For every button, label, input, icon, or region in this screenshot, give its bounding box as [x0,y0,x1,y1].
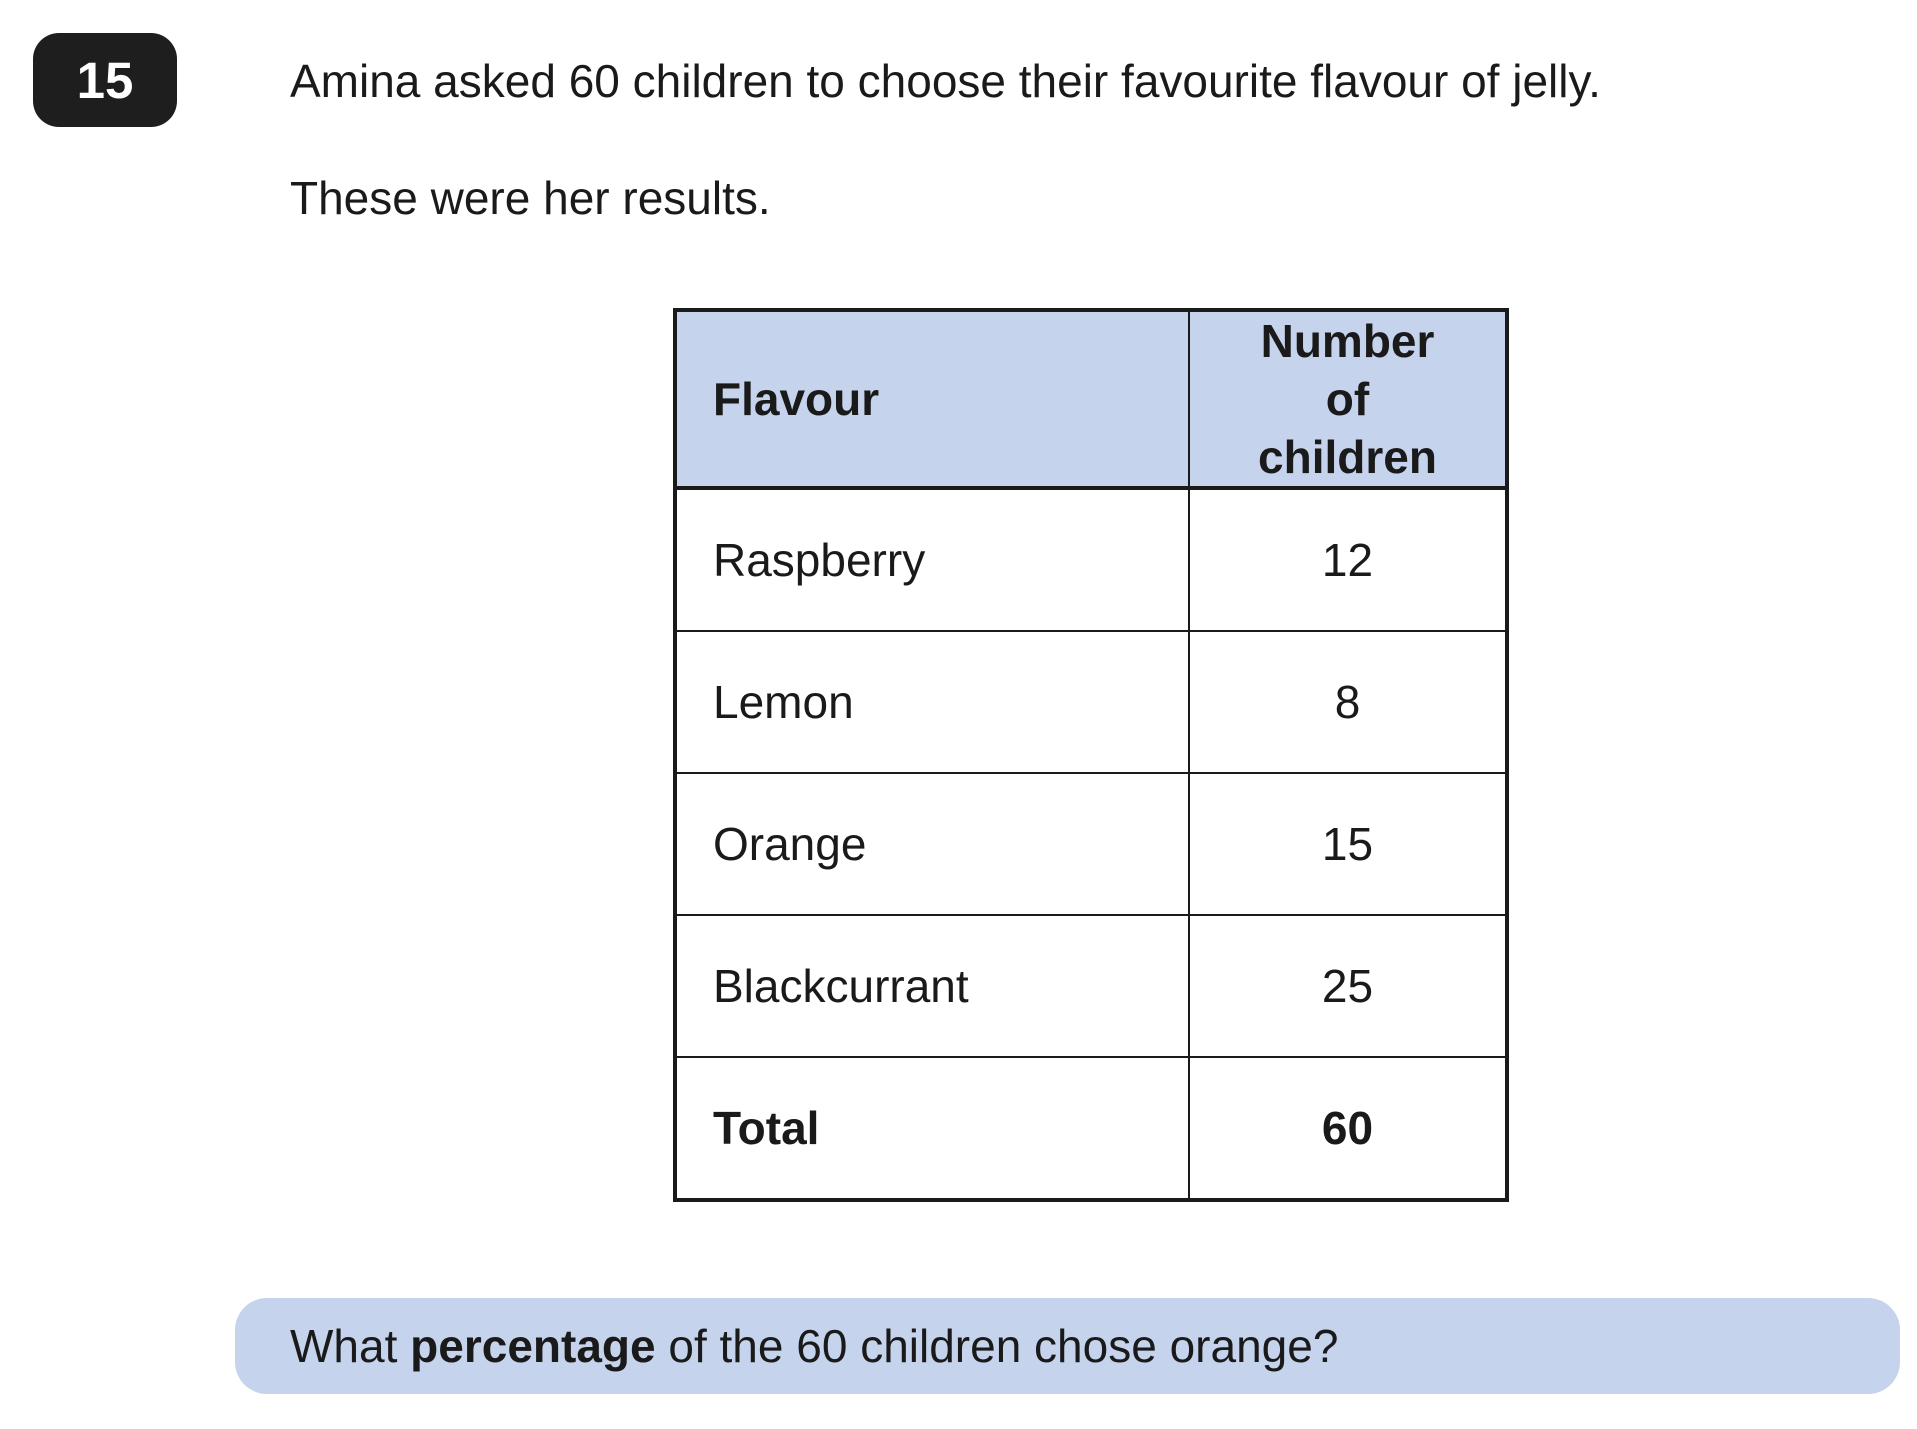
prompt-text-before: What [290,1320,411,1372]
question-number-badge: 15 [33,33,177,127]
question-prompt-box [235,1298,1900,1394]
question-intro-text: Amina asked 60 children to choose their favourite flavour of jelly. [290,55,1601,107]
count-cell: 15 [1189,773,1507,915]
prompt-bold-keyword: percentage [410,1320,656,1372]
total-count: 60 [1189,1057,1507,1200]
table-row [675,631,1507,773]
table-row [675,488,1507,631]
flavour-cell: Blackcurrant [675,915,1189,1057]
table-header-row [675,310,1507,488]
table-total-row [675,1057,1507,1200]
count-cell: 25 [1189,915,1507,1057]
flavour-cell: Raspberry [675,488,1189,631]
results-intro-text: These were her results. [290,172,771,224]
results-table [673,308,1509,1202]
table-row [675,773,1507,915]
header-flavour: Flavour [675,310,1189,488]
table-row [675,915,1507,1057]
count-cell: 12 [1189,488,1507,631]
flavour-cell: Lemon [675,631,1189,773]
count-cell: 8 [1189,631,1507,773]
header-number-of-children: Number of children [1189,310,1507,488]
flavour-cell: Orange [675,773,1189,915]
total-label: Total [675,1057,1189,1200]
prompt-text-after: of the 60 children chose orange? [655,1320,1339,1372]
